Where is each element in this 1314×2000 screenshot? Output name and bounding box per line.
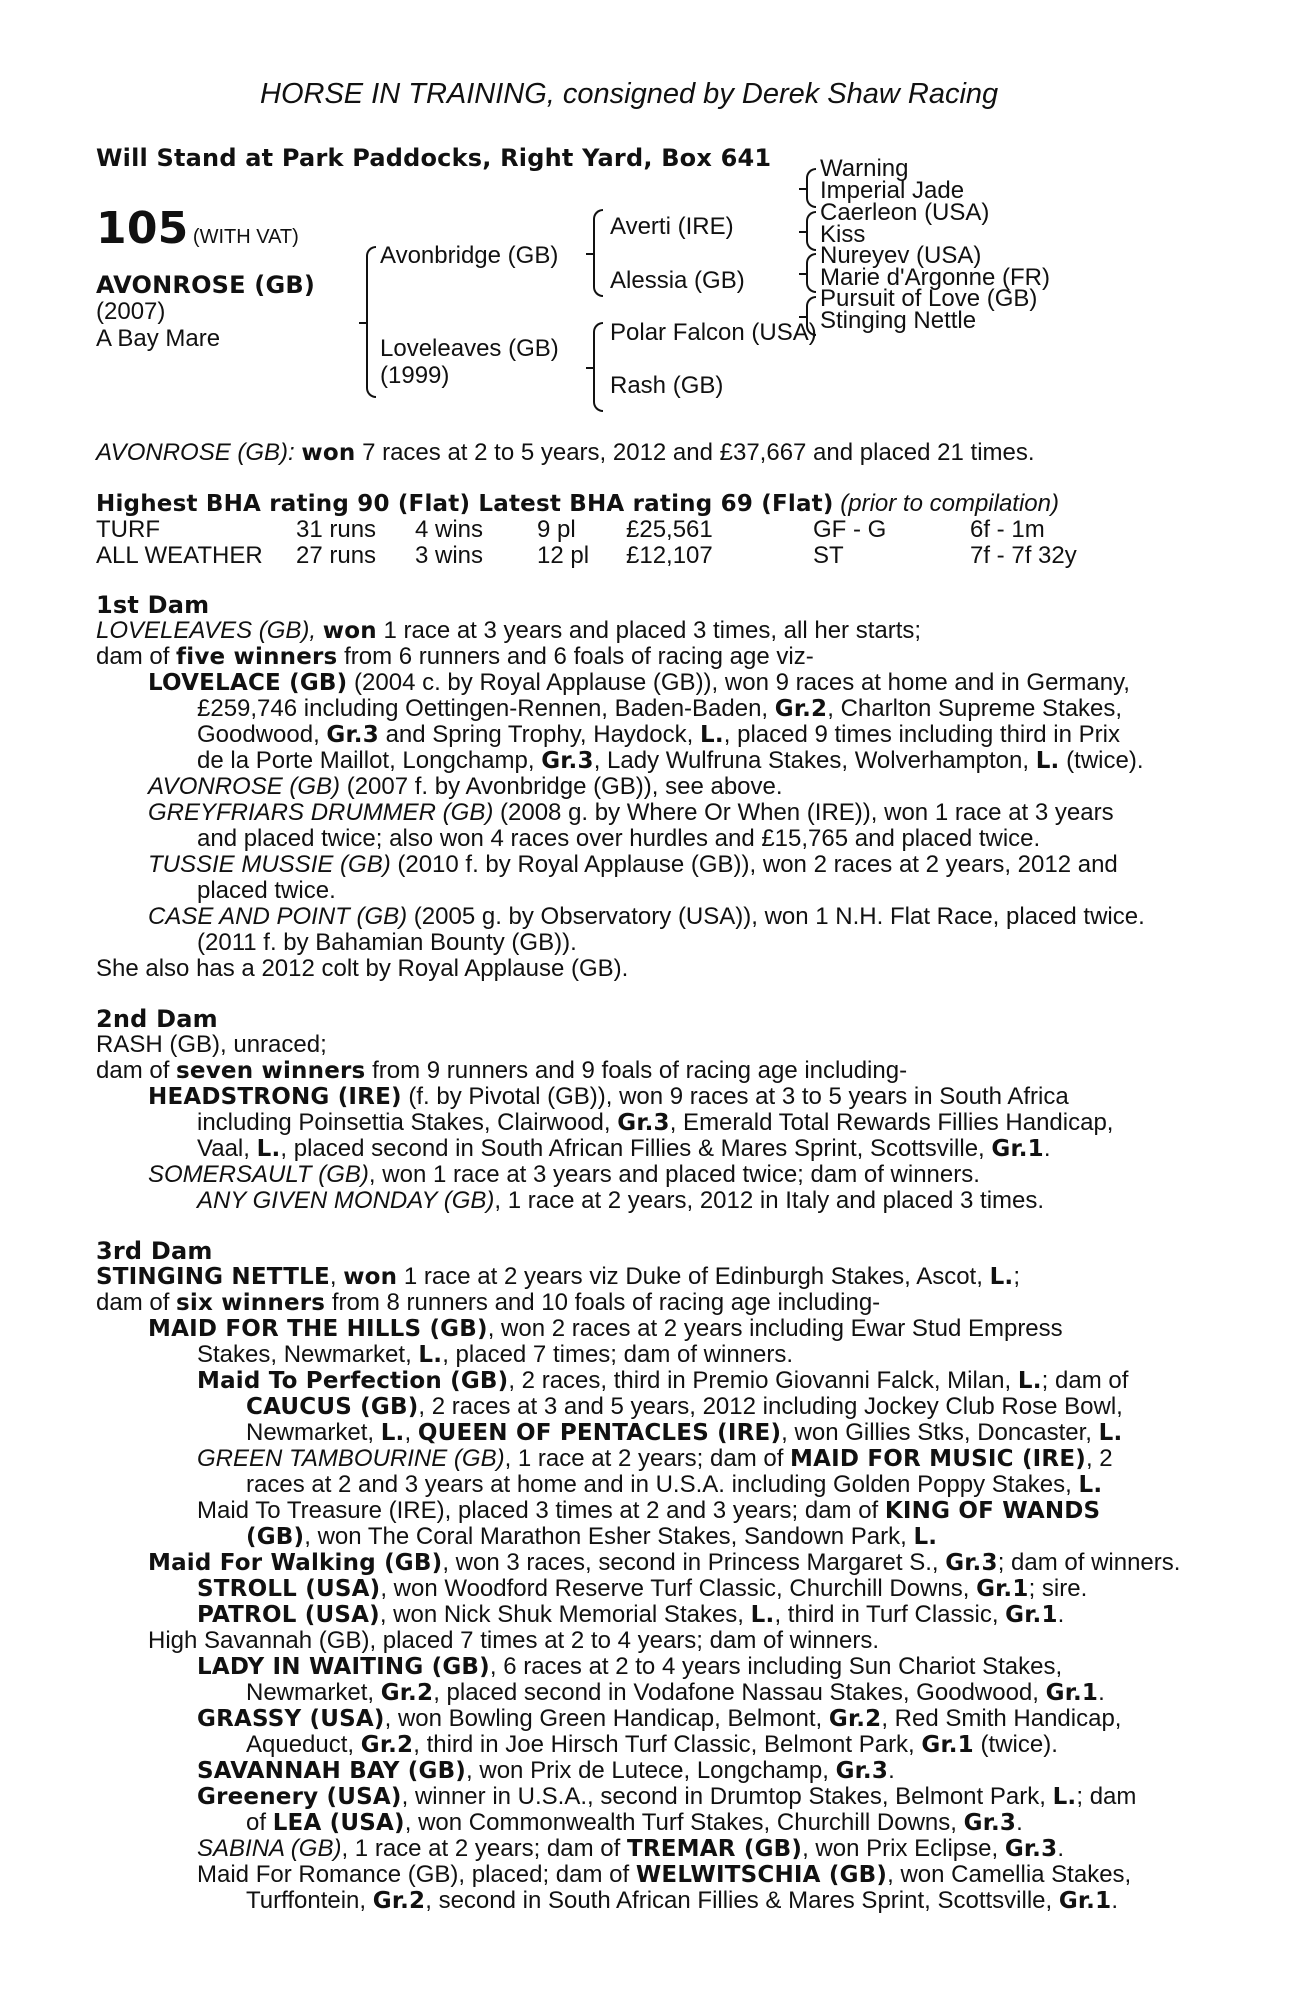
text-run: GREYFRIARS DRUMMER (GB) bbox=[148, 799, 494, 826]
text-line bbox=[197, 1446, 1113, 1472]
text-line bbox=[246, 1732, 1058, 1758]
text-run: , 2 races, third in Premio Giovanni Falck, Milan, bbox=[508, 1367, 1018, 1394]
text-run: (2004 c. by Royal Applause (GB)), won 9 races at home and in Germany, bbox=[347, 669, 1130, 696]
text-line bbox=[148, 1162, 980, 1188]
text-run: Gr.1 bbox=[1005, 1602, 1058, 1628]
pedigree-dam-dam: Rash (GB) bbox=[610, 372, 724, 399]
text-run: Gr.2 bbox=[372, 1888, 426, 1914]
text-line bbox=[197, 722, 1120, 748]
text-run: , winner in U.S.A., second in Drumtop Stakes, Belmont Park, bbox=[401, 1783, 1053, 1810]
text-run: ; dam bbox=[1076, 1783, 1137, 1810]
text-line bbox=[246, 1680, 1105, 1706]
text-run: , 1 race at 2 years; dam of bbox=[341, 1835, 627, 1862]
text-run: , won 3 races, second in Princess Margaret S., bbox=[442, 1549, 946, 1576]
text-run: ; sire. bbox=[1028, 1575, 1088, 1602]
text-run: PATROL (USA) bbox=[197, 1602, 380, 1628]
text-line bbox=[197, 1188, 1044, 1214]
text-run: Maid For Romance (GB), placed; dam of bbox=[197, 1861, 636, 1888]
text-run: L. bbox=[1098, 1420, 1123, 1446]
text-run: L. bbox=[418, 1342, 443, 1368]
text-line bbox=[148, 1316, 1063, 1342]
text-run: SAVANNAH BAY (GB) bbox=[197, 1758, 467, 1784]
text-run: LOVELACE (GB) bbox=[148, 670, 348, 696]
text-run: L. bbox=[1078, 1472, 1103, 1498]
text-run: TURF bbox=[96, 516, 160, 543]
text-run: SOMERSAULT (GB) bbox=[148, 1161, 369, 1188]
text-run: placed twice. bbox=[197, 877, 336, 904]
text-run: LEA (USA) bbox=[272, 1810, 405, 1836]
text-line bbox=[197, 1706, 1121, 1732]
text-run: TREMAR (GB) bbox=[626, 1836, 803, 1862]
text-run: Gr.3 bbox=[1004, 1836, 1058, 1862]
text-line bbox=[96, 1264, 1020, 1290]
text-run: Gr.3 bbox=[326, 722, 379, 748]
g3-bracket-1 bbox=[806, 168, 816, 208]
pedigree-dsd: Marie d'Argonne (FR) bbox=[820, 264, 1050, 291]
section-heading: 2nd Dam bbox=[96, 1005, 218, 1033]
text-run: and Spring Trophy, Haydock, bbox=[378, 721, 700, 748]
text-run: . bbox=[888, 1757, 895, 1784]
text-run: AVONROSE (GB): bbox=[96, 439, 295, 466]
text-run: L. bbox=[913, 1524, 938, 1550]
text-line bbox=[148, 670, 1130, 696]
text-run: Maid To Perfection (GB) bbox=[197, 1368, 509, 1394]
text-run: , 1 race at 2 years, 2012 in Italy and placed 3 times. bbox=[494, 1187, 1045, 1214]
text-run: LOVELEAVES (GB), bbox=[96, 617, 317, 644]
text-run: ALL WEATHER bbox=[96, 542, 263, 569]
horse-description: A Bay Mare bbox=[96, 325, 221, 352]
text-line bbox=[246, 1524, 937, 1550]
text-run: , 1 race at 2 years; dam of bbox=[504, 1445, 791, 1472]
text-run: de la Porte Maillot, Longchamp, bbox=[197, 747, 542, 774]
pedigree-sire-dam: Alessia (GB) bbox=[610, 267, 745, 294]
lot-number-line bbox=[96, 203, 299, 254]
text-run: £259,746 including Oettingen-Rennen, Baden-Baden, bbox=[197, 695, 775, 722]
text-run: Gr.2 bbox=[380, 1680, 434, 1706]
text-run: . bbox=[1057, 1835, 1064, 1862]
text-run: Maid To Treasure (IRE), placed 3 times at 2 and 3 years; dam of bbox=[197, 1497, 885, 1524]
text-run: (prior to compilation) bbox=[840, 490, 1059, 517]
text-run: races at 2 and 3 years at home and in U.S.A. including Golden Poppy Stakes, bbox=[246, 1471, 1079, 1498]
text-run: Turffontein, bbox=[246, 1887, 373, 1914]
text-run: ; bbox=[1013, 1263, 1021, 1290]
text-run: , Emerald Total Rewards Fillies Handicap, bbox=[669, 1109, 1114, 1136]
text-run: TUSSIE MUSSIE (GB) bbox=[148, 851, 391, 878]
text-line bbox=[96, 1058, 907, 1084]
text-run: , second in South African Fillies & Mares Sprint, Scottsville, bbox=[425, 1887, 1059, 1914]
text-run: MAID FOR MUSIC (IRE) bbox=[790, 1446, 1086, 1472]
text-run: . bbox=[1043, 1135, 1051, 1162]
text-run: 6f - 1m bbox=[970, 516, 1045, 543]
text-run: , won Prix de Lutece, Longchamp, bbox=[466, 1757, 836, 1784]
text-run: CAUCUS (GB) bbox=[246, 1394, 419, 1420]
text-run: L. bbox=[1052, 1784, 1077, 1810]
lot-number: 105 bbox=[96, 203, 189, 254]
text-run: HEADSTRONG (IRE) bbox=[148, 1084, 402, 1110]
text-run: Gr.3 bbox=[617, 1110, 670, 1136]
text-run: and placed twice; also won 4 races over hurdles and £15,765 and placed twice. bbox=[197, 825, 1041, 852]
text-run: Stakes, Newmarket, bbox=[197, 1341, 419, 1368]
text-line bbox=[148, 774, 783, 800]
text-run: ; dam of bbox=[1041, 1367, 1129, 1394]
text-run: won bbox=[343, 1264, 398, 1290]
text-run: ; dam of winners. bbox=[997, 1549, 1181, 1576]
sire-bracket bbox=[593, 209, 603, 297]
text-run: , third in Turf Classic, bbox=[774, 1601, 1006, 1628]
text-run: Gr.1 bbox=[1058, 1888, 1112, 1914]
text-run: , won Nick Shuk Memorial Stakes, bbox=[379, 1601, 751, 1628]
text-run: , won Prix Eclipse, bbox=[802, 1835, 1005, 1862]
text-run: dam of bbox=[96, 643, 177, 670]
section-heading: 3rd Dam bbox=[96, 1237, 213, 1265]
g3-bracket-4 bbox=[806, 296, 816, 336]
text-run: , won The Coral Marathon Esher Stakes, Sandown Park, bbox=[304, 1523, 914, 1550]
text-run: 3 wins bbox=[415, 542, 484, 569]
pedigree-dam-sire: Polar Falcon (USA) bbox=[610, 319, 817, 346]
text-line bbox=[96, 618, 921, 644]
text-run: Gr.1 bbox=[976, 1576, 1029, 1602]
text-run: L. bbox=[256, 1136, 281, 1162]
text-run: 7 races at 2 to 5 years, 2012 and £37,667 and placed 21 times. bbox=[355, 439, 1035, 466]
text-run: QUEEN OF PENTACLES (IRE) bbox=[417, 1420, 782, 1446]
text-line bbox=[246, 1888, 1118, 1914]
text-run: 7f - 7f 32y bbox=[970, 542, 1077, 569]
text-line bbox=[197, 1110, 1113, 1136]
text-run: Vaal, bbox=[197, 1135, 257, 1162]
text-run: (f. by Pivotal (GB)), won 9 races at 3 to 5 years in South Africa bbox=[401, 1083, 1069, 1110]
text-run: , won Woodford Reserve Turf Classic, Churchill Downs, bbox=[380, 1575, 977, 1602]
pedigree-sdd: Kiss bbox=[820, 221, 866, 248]
text-run: won bbox=[322, 618, 377, 644]
text-run: GRASSY (USA) bbox=[197, 1706, 385, 1732]
text-run: (twice). bbox=[973, 1731, 1058, 1758]
text-run: dam of bbox=[96, 1289, 177, 1316]
text-line bbox=[197, 1342, 793, 1368]
text-run: won bbox=[301, 440, 356, 466]
text-run: Gr.2 bbox=[828, 1706, 882, 1732]
text-run: 9 pl bbox=[537, 516, 576, 543]
text-line bbox=[197, 1862, 1131, 1888]
horse-name: AVONROSE (GB) bbox=[96, 271, 316, 299]
text-run: Gr.1 bbox=[921, 1732, 974, 1758]
text-run: STINGING NETTLE bbox=[96, 1264, 330, 1290]
text-run: , placed second in Vodafone Nassau Stakes, Goodwood, bbox=[433, 1679, 1046, 1706]
pedigree-sire: Avonbridge (GB) bbox=[380, 242, 559, 269]
text-run: GREEN TAMBOURINE (GB) bbox=[197, 1445, 505, 1472]
text-run: (2005 g. by Observatory (USA)), won 1 N.H. Flat Race, placed twice. bbox=[407, 903, 1145, 930]
text-line bbox=[197, 1498, 1100, 1524]
text-run: (2007 f. by Avonbridge (GB)), see above. bbox=[340, 773, 783, 800]
text-run: Aqueduct, bbox=[246, 1731, 361, 1758]
text-run: , won Camellia Stakes, bbox=[887, 1861, 1132, 1888]
text-run: , Charlton Supreme Stakes, bbox=[827, 695, 1123, 722]
pedigree-sire-sire: Averti (IRE) bbox=[610, 213, 734, 240]
text-line bbox=[197, 748, 1143, 774]
text-run: L. bbox=[1035, 748, 1060, 774]
text-run: of bbox=[246, 1809, 273, 1836]
text-run: Maid For Walking (GB) bbox=[148, 1550, 443, 1576]
text-run: . bbox=[1016, 1809, 1023, 1836]
text-run: , Red Smith Handicap, bbox=[881, 1705, 1122, 1732]
g3-bracket-2 bbox=[806, 211, 816, 251]
pedigree-sss: Warning bbox=[820, 155, 909, 182]
text-run: ANY GIVEN MONDAY (GB) bbox=[197, 1187, 495, 1214]
ratings-heading bbox=[96, 491, 1059, 517]
text-run: L. bbox=[699, 722, 724, 748]
text-run: 1 race at 2 years viz Duke of Edinburgh Stakes, Ascot, bbox=[397, 1263, 990, 1290]
text-run: Highest BHA rating 90 (Flat) Latest BHA rating 69 (Flat) bbox=[96, 491, 834, 517]
text-run: , third in Joe Hirsch Turf Classic, Belmont Park, bbox=[413, 1731, 922, 1758]
text-run: STROLL (USA) bbox=[197, 1576, 381, 1602]
text-run: Gr.1 bbox=[991, 1136, 1044, 1162]
pedigree-dam-year: (1999) bbox=[380, 362, 450, 389]
race-summary-line bbox=[96, 440, 1035, 466]
text-run: Goodwood, bbox=[197, 721, 327, 748]
text-run: L. bbox=[380, 1420, 405, 1446]
dam-bracket bbox=[593, 322, 603, 412]
text-run: RASH (GB), unraced; bbox=[96, 1031, 327, 1058]
text-run: , bbox=[329, 1263, 344, 1290]
text-run: (twice). bbox=[1059, 747, 1144, 774]
text-line bbox=[246, 1810, 1023, 1836]
g3-bracket-3 bbox=[806, 253, 816, 293]
text-run: AVONROSE (GB) bbox=[148, 773, 341, 800]
text-run: KING OF WANDS bbox=[884, 1498, 1101, 1524]
text-run: , 2 races at 3 and 5 years, 2012 including Jockey Club Rose Bowl, bbox=[418, 1393, 1123, 1420]
pedigree-sds: Caerleon (USA) bbox=[820, 199, 990, 226]
text-run: , won Commonwealth Turf Stakes, Churchill Downs, bbox=[404, 1809, 964, 1836]
text-run: . bbox=[1098, 1679, 1105, 1706]
text-run: dam of bbox=[96, 1057, 177, 1084]
text-run: ST bbox=[813, 542, 844, 569]
text-run: , 6 races at 2 to 4 years including Sun Chariot Stakes, bbox=[489, 1653, 1063, 1680]
text-line bbox=[96, 644, 814, 670]
text-run: six winners bbox=[176, 1290, 326, 1316]
text-run: SABINA (GB) bbox=[197, 1835, 342, 1862]
text-line bbox=[246, 1394, 1123, 1420]
text-line bbox=[148, 1084, 1069, 1110]
text-line bbox=[197, 1136, 1051, 1162]
text-run: , won Gillies Stks, Doncaster, bbox=[781, 1419, 1099, 1446]
text-line bbox=[197, 1654, 1062, 1680]
text-run: from 8 runners and 10 foals of racing age including- bbox=[325, 1289, 881, 1316]
pedigree-dds: Pursuit of Love (GB) bbox=[820, 285, 1038, 312]
text-run: She also has a 2012 colt by Royal Applause (GB). bbox=[96, 955, 629, 982]
text-line bbox=[197, 1368, 1128, 1394]
section-heading: 1st Dam bbox=[96, 591, 210, 619]
text-line bbox=[148, 800, 1114, 826]
text-run: Gr.2 bbox=[360, 1732, 414, 1758]
horse-year: (2007) bbox=[96, 298, 166, 325]
text-run: High Savannah (GB), placed 7 times at 2 to 4 years; dam of winners. bbox=[148, 1627, 880, 1654]
page-title: HORSE IN TRAINING, consigned by Derek Shaw Racing bbox=[260, 78, 999, 110]
text-line bbox=[148, 904, 1145, 930]
text-run: Gr.1 bbox=[1045, 1680, 1099, 1706]
text-run: (2011 f. by Bahamian Bounty (GB)). bbox=[197, 929, 577, 956]
text-run: Gr.3 bbox=[835, 1758, 889, 1784]
text-run: 4 wins bbox=[415, 516, 484, 543]
text-line bbox=[246, 1472, 1102, 1498]
text-run: Gr.3 bbox=[963, 1810, 1017, 1836]
text-run: £12,107 bbox=[626, 542, 713, 569]
text-run: LADY IN WAITING (GB) bbox=[197, 1654, 490, 1680]
text-run: , won 2 races at 2 years including Ewar Stud Empress bbox=[487, 1315, 1063, 1342]
text-run: Newmarket, bbox=[246, 1419, 381, 1446]
text-line bbox=[96, 1290, 880, 1316]
text-run: (2008 g. by Where Or When (IRE)), won 1 race at 3 years bbox=[493, 799, 1114, 826]
text-run: 27 runs bbox=[296, 542, 377, 569]
text-run: , won Bowling Green Handicap, Belmont, bbox=[384, 1705, 829, 1732]
text-run: 12 pl bbox=[537, 542, 590, 569]
text-run: Greenery (USA) bbox=[197, 1784, 402, 1810]
text-run: seven winners bbox=[176, 1058, 366, 1084]
text-run: . bbox=[1057, 1601, 1065, 1628]
text-run: GF - G bbox=[813, 516, 887, 543]
text-run: from 6 runners and 6 foals of racing age viz- bbox=[337, 643, 814, 670]
text-line bbox=[197, 1576, 1087, 1602]
text-line bbox=[197, 1602, 1064, 1628]
text-run: (2010 f. by Royal Applause (GB)), won 2 races at 2 years, 2012 and bbox=[390, 851, 1118, 878]
pedigree-ssd: Imperial Jade bbox=[820, 177, 965, 204]
text-run: Newmarket, bbox=[246, 1679, 381, 1706]
text-line bbox=[148, 1550, 1180, 1576]
text-run: 1 race at 3 years and placed 3 times, all her starts; bbox=[376, 617, 922, 644]
vat-label: (WITH VAT) bbox=[192, 226, 299, 248]
text-line bbox=[197, 1758, 895, 1784]
pedigree-dam: Loveleaves (GB) bbox=[380, 335, 559, 362]
text-run: 31 runs bbox=[296, 516, 377, 543]
pedigree-ddd: Stinging Nettle bbox=[820, 307, 977, 334]
text-run: five winners bbox=[176, 644, 338, 670]
text-run: MAID FOR THE HILLS (GB) bbox=[148, 1316, 488, 1342]
text-line bbox=[246, 1420, 1122, 1446]
text-run: CASE AND POINT (GB) bbox=[148, 903, 408, 930]
text-run: L. bbox=[1017, 1368, 1042, 1394]
text-run: , won 1 race at 3 years and placed twice; dam of winners. bbox=[368, 1161, 980, 1188]
text-run: , Lady Wulfruna Stakes, Wolverhampton, bbox=[593, 747, 1036, 774]
text-run: L. bbox=[750, 1602, 775, 1628]
text-run: Gr.3 bbox=[541, 748, 594, 774]
text-run: , 2 bbox=[1085, 1445, 1113, 1472]
pedigree-bracket bbox=[366, 246, 376, 398]
text-run: Gr.2 bbox=[774, 696, 828, 722]
text-run: from 9 runners and 9 foals of racing age including- bbox=[365, 1057, 908, 1084]
text-run: Gr.3 bbox=[945, 1550, 998, 1576]
text-line bbox=[197, 696, 1122, 722]
text-run: WELWITSCHIA (GB) bbox=[635, 1862, 888, 1888]
text-run: , placed 7 times; dam of winners. bbox=[442, 1341, 794, 1368]
text-run: £25,561 bbox=[626, 516, 713, 543]
text-line bbox=[197, 1836, 1064, 1862]
text-run: , placed second in South African Fillies & Mares Sprint, Scottsville, bbox=[280, 1135, 992, 1162]
stand-location: Will Stand at Park Paddocks, Right Yard, Box 641 bbox=[96, 144, 772, 172]
text-run: . bbox=[1111, 1887, 1118, 1914]
text-line bbox=[197, 1784, 1136, 1810]
text-run: (GB) bbox=[246, 1524, 305, 1550]
text-run: including Poinsettia Stakes, Clairwood, bbox=[197, 1109, 618, 1136]
text-run: L. bbox=[989, 1264, 1014, 1290]
text-line bbox=[148, 852, 1118, 878]
pedigree-dss: Nureyev (USA) bbox=[820, 242, 982, 269]
text-run: , bbox=[404, 1419, 418, 1446]
text-run: , placed 9 times including third in Prix bbox=[723, 721, 1120, 748]
